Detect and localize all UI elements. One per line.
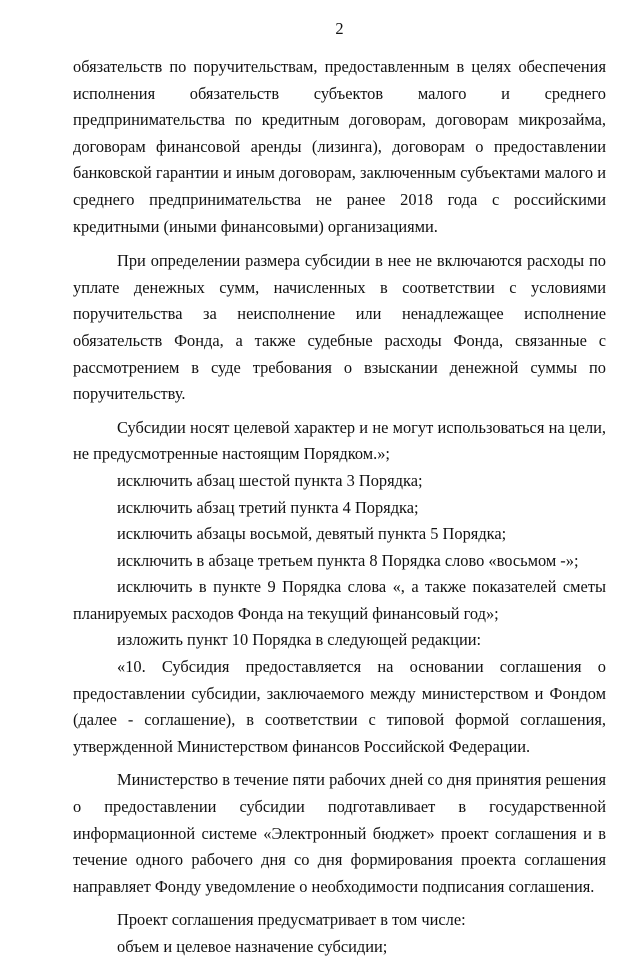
paragraph-subsidy-size: При определении размера субсидии в нее не включаются расходы по уплате денежных сумм, начисленных в соответствии с условиями поручительства за неисполнение или ненадлежащее исполнение обязательств Фонда, а также судебные расходы Фонда, связанные с рассмотрением в суде требования о взыскании денежной суммы по поручительству. [73,251,606,404]
paragraph-subsidy-volume: объем и целевое назначение субсидии; [117,937,388,956]
paragraph-ministry-procedure: Министерство в течение пяти рабочих дней со дня принятия решения о предоставлении субсидии подготавливает в государственной информационной системе «Электронный бюджет» проект соглашения и в течение одного рабочего дня со дня формирования проекта соглашения направляет Фонду уведомление о необходимости подписания соглашения. [73,770,606,896]
page-number: 2 [335,19,344,38]
paragraph-exclude-point-3: исключить абзац шестой пункта 3 Порядка; [117,470,423,490]
paragraph-point-10-text: «10. Субсидия предоставляется на основании соглашения о предоставлении субсидии, заключаемого между министерством и Фондом (далее - соглашение), в соответствии с типовой формой соглашения, утвержденной Министерством финансов Российской Федерации. [73,657,606,756]
paragraph-exclude-point-8: исключить в абзаце третьем пункта 8 Порядка слово «восьмом -»; [117,550,579,570]
paragraph-exclude-point-5: исключить абзацы восьмой, девятый пункта 5 Порядка; [117,524,507,544]
paragraph-exclude-point-4: исключить абзац третий пункта 4 Порядка; [117,497,419,517]
paragraph-agreement-draft: Проект соглашения предусматривает в том числе: [117,910,466,930]
paragraph-exclude-point-9: исключить в пункте 9 Порядка слова «, а также показателей сметы планируемых расходов Фонда на текущий финансовый год»; [73,577,606,623]
paragraph-continuation: обязательств по поручительствам, предоставленным в целях обеспечения исполнения обязательств субъектов малого и среднего предпринимательства по кредитным договорам, договорам микрозайма, договорам финансовой аренды (лизинга), договорам о предоставлении банковской гарантии и иным договорам, заключенным субъектами малого и среднего предпринимательства не ранее 2018 года с российскими кредитными (иными финансовыми) организациями. [73,57,606,236]
paragraph-point-10-intro: изложить пункт 10 Порядка в следующей редакции: [117,630,482,650]
paragraph-subsidy-purpose: Субсидии носят целевой характер и не могут использоваться на цели, не предусмотренные настоящим Порядком.»; [73,417,606,464]
